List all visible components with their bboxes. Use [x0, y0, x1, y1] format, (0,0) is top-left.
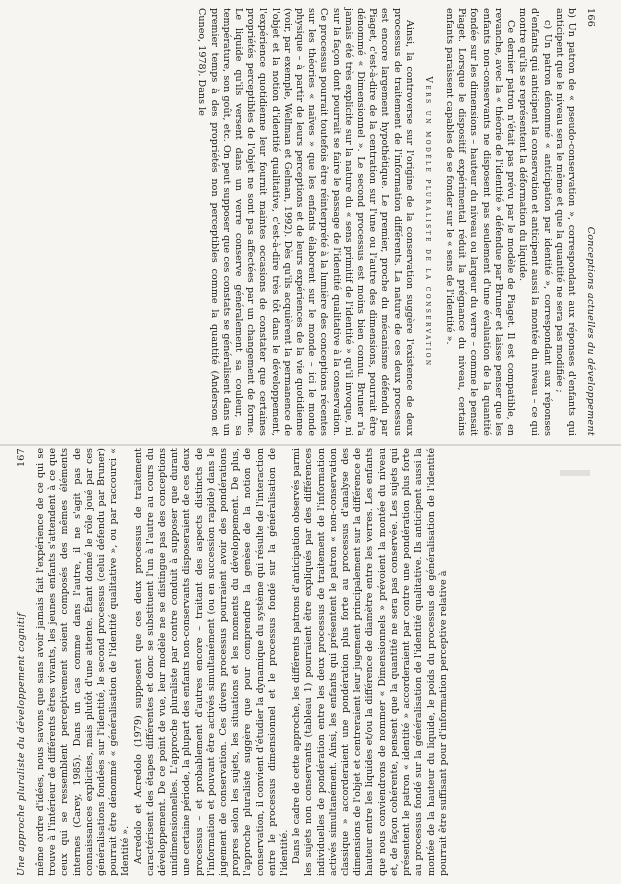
running-head-right	[16, 448, 27, 876]
paragraph: Ce dernier patron n'était pas prévu par le modèle de Piaget. Il est compatible, en revanche, avec la « théorie de l'identité » défendue par Bruner et laisse penser que les enfants non-conservants ne disposent pas seulement d'une évaluation de la quantité fondée sur les dimensions – hauteur du niveau ou largeur du verre – comme le pensait Piaget. Lorsque le dispositif expérimental réduit la prégnance du niveau, certains enfants paraissent capables de se fonder sur le « sens de l'identité ».	[443, 8, 516, 436]
running-head-title-right: Une approche pluraliste du développement cognitif	[16, 612, 27, 876]
running-head-title-left: Conceptions actuelles du développement	[585, 226, 596, 436]
paragraph: même ordre d'idées, nous savons que sans avoir jamais fait l'expérience de ce qui se trouve à l'intérieur de différents êtres vivants, les jeunes enfants s'attendent à ce que ceux qui se ressemblent perceptivement soient composés des mêmes éléments internes (Carey, 1985). Dans un cas comme dans l'autre, il ne s'agit pas de connaissances explicites, mais plutôt d'une attente. Étant donné le rôle joué par ces généralisations fondées sur l'identité, le second processus (celui défendu par Bruner) pourrait être dénommé « généralisation de l'identité qualitative », ou par raccourci « Identité ».	[35, 448, 132, 876]
page-right	[10, 442, 610, 882]
paragraph: Acredolo et Acredolo (1979) supposent que ces deux processus de traitement caractérisent des étapes différentes et donc se substituent l'un à l'autre au cours du développement. De ce point de vue, leur modèle ne se distingue pas des conceptions unidimensionnelles. L'approche pluraliste par contre conduit à supposer que durant une certaine période, la plupart des enfants non-conservants disposeraient de ces deux processus – et probablement d'autres encore – traitant des aspects distincts de l'information et pouvant être activés simultanément (ou en succession rapide) dans le jugement de conservation. Ces divers processus pourraient avoir des pondérations propres selon les sujets, les situations et les moments du développement. De plus, l'approche pluraliste suggère que pour comprendre la genèse de la notion de conservation, il convient d'étudier la dynamique du système qui résulte de l'interaction entre le processus dimensionnel et le processus fondé sur la généralisation de l'identité.	[132, 448, 291, 876]
running-head-left	[585, 8, 596, 436]
paragraph: c) Un patron dénommé « anticipation par identité », correspondant aux réponses d'enfants qui anticipent la conservation et anticipent aussi la montée du niveau – ce qui montre qu'ils se représentent la déformation du liquide.	[517, 8, 553, 436]
section-heading: Vers un modèle pluraliste de la conservation	[422, 76, 433, 368]
paragraph: Ainsi, la controverse sur l'origine de la conservation suggère l'existence de deux processus de traitement de l'information différents. La nature de ces deux processus est encore largement hypothétique. Le premier, proche du mécanisme défendu par Piaget, c'est-à-dire de la centration sur l'une ou l'autre des dimensions, pourrait être dénommé « Dimensionnel ». Le second processus est moins bien connu. Bruner n'a jamais été très explicite sur la nature du « sens primitif de l'identité » qu'il invoque, ni sur la façon dont pourrait se faire le passage de l'identité qualitative à la conservation. Ce processus pourrait toutefois être réinterprété à la lumière des conceptions récentes sur les théories « naïves » que les enfants élaborent sur le monde – ici le monde physique – à partir de leurs perceptions et de leurs expériences de la vie quotidienne (voir, par exemple, Wellman et Gelman, 1992). Dès qu'ils acquièrent la permanence de l'objet et la notion d'identité qualitative, c'est-à-dire très tôt dans le développement, l'expérience quotidienne leur fournit maintes occasions de constater que certaines propriétés perceptibles de l'objet ne sont pas affectées par un changement de forme. Le liquide qu'ils versent dans un verre conserve généralement sa couleur, sa température, son goût, etc. On peut supposer que ces constats se généralisent dans un premier temps à des propriétés non perceptibles comme la quantité (Anderson et Cuneo, 1978). Dans le	[196, 8, 415, 436]
page-left	[2, 2, 602, 442]
paragraph: Dans le cadre de cette approche, les différents patrons d'anticipation observés parmi les sujets non conservants (tableau 1) pourraient être expliqués par des différences individuelles de pondération entre les deux processus de traitement de l'information activés simultanément. Ainsi, les enfants qui présentent le patron « non-conservation classique » accorderaient une pondération plus forte au processus d'analyse des dimensions de l'objet et centreraient leur jugement principalement sur la différence de hauteur entre les liquides et/ou la différence de diamètre entre les verres. Les enfants que nous conviendrons de nommer « Dimensionnels » prévoient la montée du niveau et, de façon cohérente, pensent que la quantité ne sera pas conservée. Les sujets qui présentent le patron « identité » accorderaient par contre une pondération plus forte au processus fondé sur la généralisation de l'identité qualitative. Ils anticipent aussi la montée de la hauteur du liquide, le poids du processus de généralisation de l'identité pourrait être suffisant pour d'information perceptive relative à	[291, 448, 449, 876]
paragraph: b) Un patron de « pseudo-conservation », correspondant aux réponses d'enfants qui anticipent que le niveau sera le même et que la quantité ne sera pas modifiée ;	[553, 8, 577, 436]
page-number-right: 167	[16, 448, 27, 468]
page-number-left: 166	[585, 8, 596, 28]
